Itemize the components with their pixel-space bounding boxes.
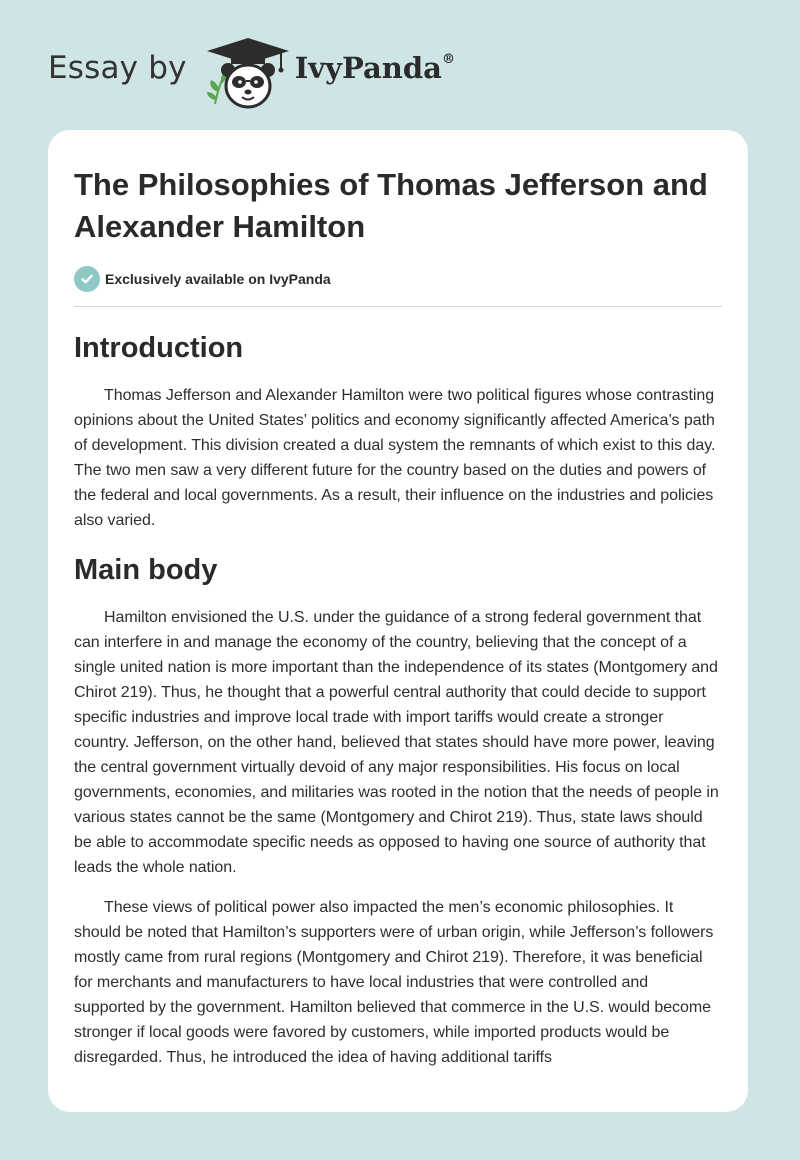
panda-graduation-cap-icon [201,34,291,110]
check-circle-icon [74,266,100,292]
title-divider [74,306,722,307]
essay-title: The Philosophies of Thomas Jefferson and Alexander Hamilton [74,167,708,244]
site-header-brand[interactable] [48,34,455,110]
brand-name: IvyPanda® [294,51,455,85]
registered-mark: ® [441,52,455,68]
paragraph: These views of political power also impacted the men’s economic philosophies. It should be noted that Hamilton’s supporters were of urban origin, while Jefferson’s followers mostly came from rural regions (Montgomery and Chirot 219). Therefore, it was beneficial for merchants and manufacturers to have local industries that were controlled and supported by the government. Hamilton believed that commerce in the U.S. would become stronger if local goods were favored by customers, while imported products would be disregarded. Thus, he introduced the idea of having additional tariffs [74,899,714,1066]
essay-card [48,130,748,1112]
section-heading-introduction: Introduction [74,332,244,364]
availability-text: Exclusively available on IvyPanda [105,271,331,287]
section-heading-main-body: Main body [74,554,218,586]
paragraph: Hamilton envisioned the U.S. under the guidance of a strong federal government that can interfere in and manage the economy of the country, believing that the concept of a single united nation is more important than the independence of its states (Montgomery and Chirot 219). Thus, he thought that a powerful central authority that could decide to support specific industries and improve local trade with import tariffs would create a stronger country. Jefferson, on the other hand, believed that states should have more power, leaving the central government virtually devoid of any major responsibilities. His focus on local governments, economies, and militaries was rooted in the notion that the needs of people in various states cannot be the same (Montgomery and Chirot 219). Thus, state laws should be able to accommodate specific needs as opposed to having one source of authority that leads the whole nation. [74,609,719,876]
availability-badge [74,266,722,292]
paragraph: Thomas Jefferson and Alexander Hamilton were two political figures whose contrasting opinions about the United States’ politics and economy significantly affected America’s path of development. This division created a dual system the remnants of which exist to this day. The two men saw a very different future for the country based on the duties and powers of the federal and local governments. As a result, their influence on the industries and policies also varied. [74,387,716,529]
essay-by-label: Essay by [48,50,187,86]
